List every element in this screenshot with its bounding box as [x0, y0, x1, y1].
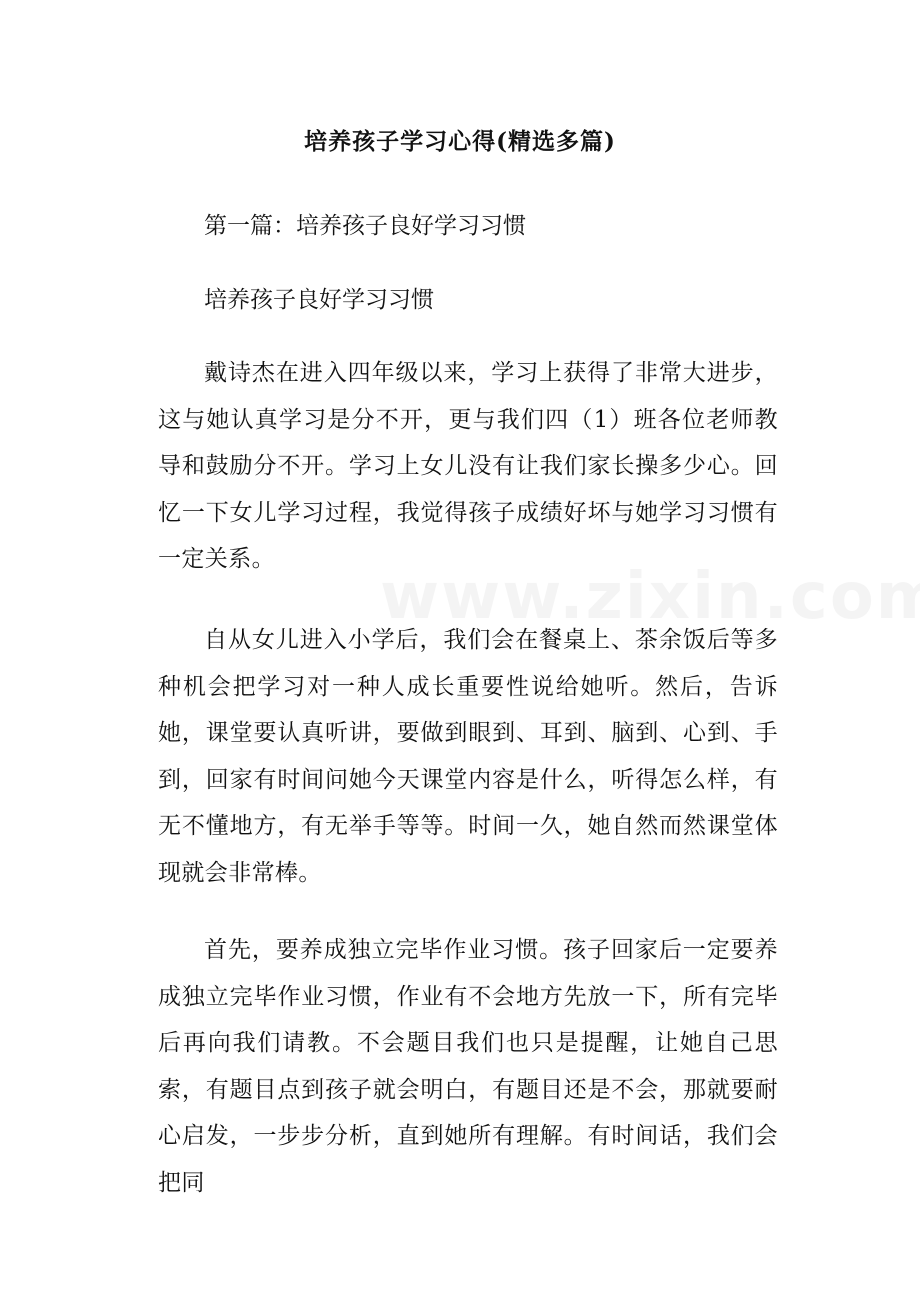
paragraph-3: 首先，要养成独立完毕作业习惯。孩子回家后一定要养成独立完毕作业习惯，作业有不会地方先放一下，所有完毕后再向我们请教。不会题目我们也只是提醒，让她自己思索，有题目点到孩子就会明白，有题目还是不会，那就要耐心启发，一步步分析，直到她所有理解。有时间话，我们会把同	[158, 937, 778, 1196]
section-heading: 第一篇：培养孩子良好学习习惯	[204, 213, 526, 239]
paragraph-2: 自从女儿进入小学后，我们会在餐桌上、茶余饭后等多种机会把学习对一种人成长重要性说给她听。然后，告诉她，课堂要认真听讲，要做到眼到、耳到、脑到、心到、手到，回家有时间问她今天课堂内容是什么，听得怎么样，有无不懂地方，有无举手等等。时间一久，她自然而然课堂体现就会非常棒。	[158, 627, 778, 886]
subheading: 培养孩子良好学习习惯	[204, 287, 434, 313]
document-title: 培养孩子学习心得(精选多篇)	[304, 128, 616, 155]
paragraph-1: 戴诗杰在进入四年级以来，学习上获得了非常大进步，这与她认真学习是分不开，更与我们四（1）班各位老师教导和鼓励分不开。学习上女儿没有让我们家长操多少心。回忆一下女儿学习过程，我觉得孩子成绩好坏与她学习习惯有一定关系。	[158, 360, 778, 572]
